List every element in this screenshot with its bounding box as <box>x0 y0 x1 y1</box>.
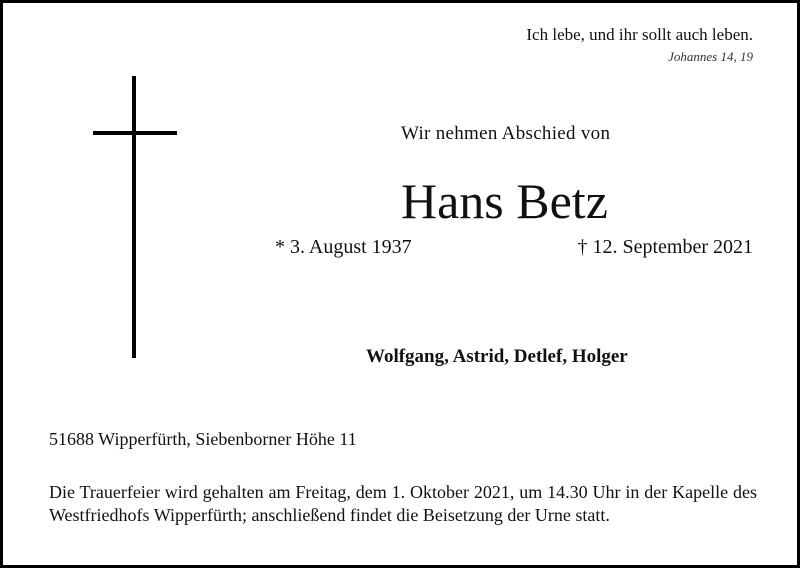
cross-icon-vertical-bar <box>132 76 136 358</box>
funeral-service-notice: Die Trauerfeier wird gehalten am Freitag, dem 1. Oktober 2021, um 14.30 Uhr in der Kapelle des Westfriedhofs Wipperfürth; anschließend findet die Beisetzung der Urne statt. <box>49 482 757 525</box>
cross-icon <box>93 76 177 358</box>
farewell-intro: Wir nehmen Abschied von <box>401 123 611 144</box>
death-date: † 12. September 2021 <box>577 236 753 258</box>
bible-quote: Ich lebe, und ihr sollt auch leben. <box>526 25 753 44</box>
mourners-names: Wolfgang, Astrid, Detlef, Holger <box>366 346 628 367</box>
cross-icon-horizontal-bar <box>93 131 177 135</box>
mourners-address: 51688 Wipperfürth, Siebenborner Höhe 11 <box>49 429 357 449</box>
birth-date: * 3. August 1937 <box>275 236 412 258</box>
bible-quote-source: Johannes 14, 19 <box>668 49 753 64</box>
deceased-name: Hans Betz <box>401 173 608 229</box>
